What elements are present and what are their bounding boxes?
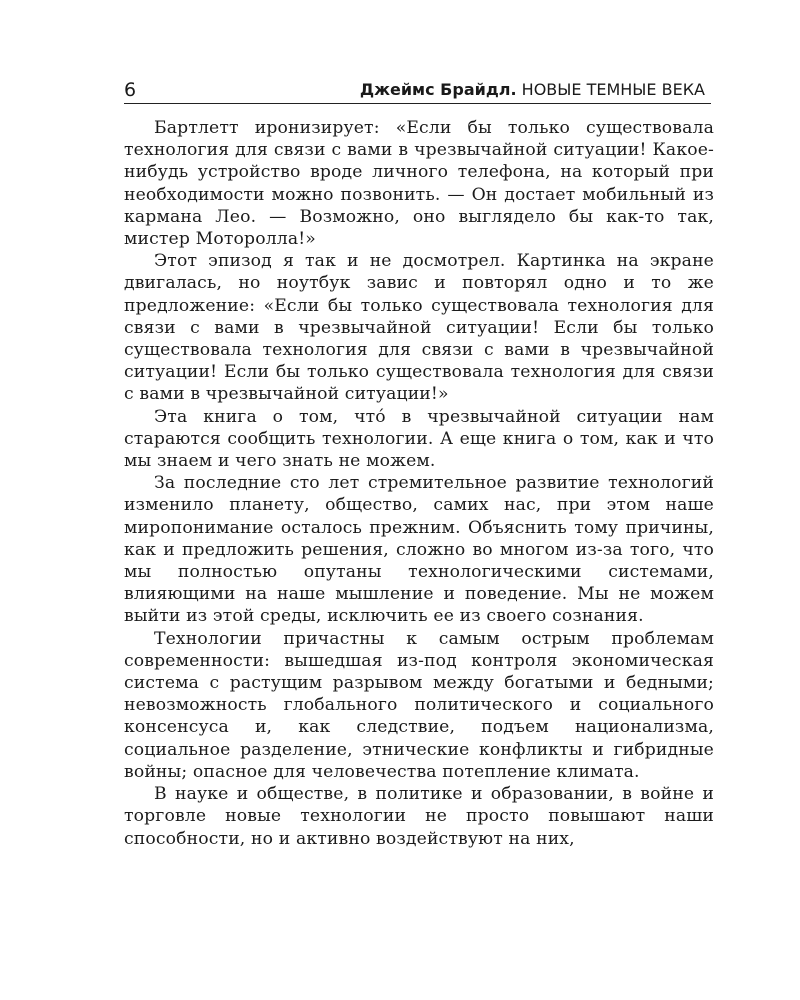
header-divider — [124, 103, 711, 104]
running-head — [360, 78, 705, 102]
page-header — [124, 78, 711, 104]
paragraph: В науке и обществе, в политике и образовании, в войне и торговле новые технологии не просто повышают наши способности, но и активно воздействуют на них, — [124, 784, 714, 849]
body-text — [124, 117, 714, 850]
paragraph: За последние сто лет стремительное развитие технологий изменило планету, общество, самих нас, при этом наше миропонимание осталось прежним. Объяснить тому причины, как и предложить решения, сложно во многом из-за того, что мы полностью опутаны технологическими системами, влияющими на наше мышление и поведение. Мы не можем выйти из этой среды, исключить ее из своего сознания. — [124, 473, 714, 627]
paragraph: Эта книга о том, что́ в чрезвычайной ситуации нам стараются сообщить технологии. А еще книга о том, как и что мы знаем и чего знать не можем. — [124, 406, 714, 472]
paragraph: Бартлетт иронизирует: «Если бы только существовала технология для связи с вами в чрезвычайной ситуации! Какое-нибудь устройство вроде личного телефона, на который при необходимости можно позвонить. — Он достает мобильный из кармана Лео. — Возможно, оно выглядело бы как-то так, мистер Моторолла!» — [124, 118, 714, 250]
paragraph: Технологии причастны к самым острым проблемам современности: вышедшая из-под контроля экономическая система с растущим разрывом между богатыми и бедными; невозможность глобального политического и социального консенсуса и, как следствие, подъем национализма, социальное разделение, этнические конфликты и гибридные войны; опасное для человечества потепление климата. — [124, 628, 714, 782]
paragraph: Этот эпизод я так и не досмотрел. Картинка на экране двигалась, но ноутбук завис и повторял одно и то же предложение: «Если бы только существовала технология для связи с вами в чрезвычайной ситуации! Если бы только существовала технология для связи с вами в чрезвычайной ситуации! Если бы только существовала технология для связи с вами в чрезвычайной ситуации!» — [124, 251, 714, 405]
page-number: 6 — [124, 79, 137, 101]
running-head-book-title: НОВЫЕ ТЕМНЫЕ ВЕКА — [521, 80, 705, 99]
running-head-author: Джеймс Брайдл. — [359, 80, 517, 99]
